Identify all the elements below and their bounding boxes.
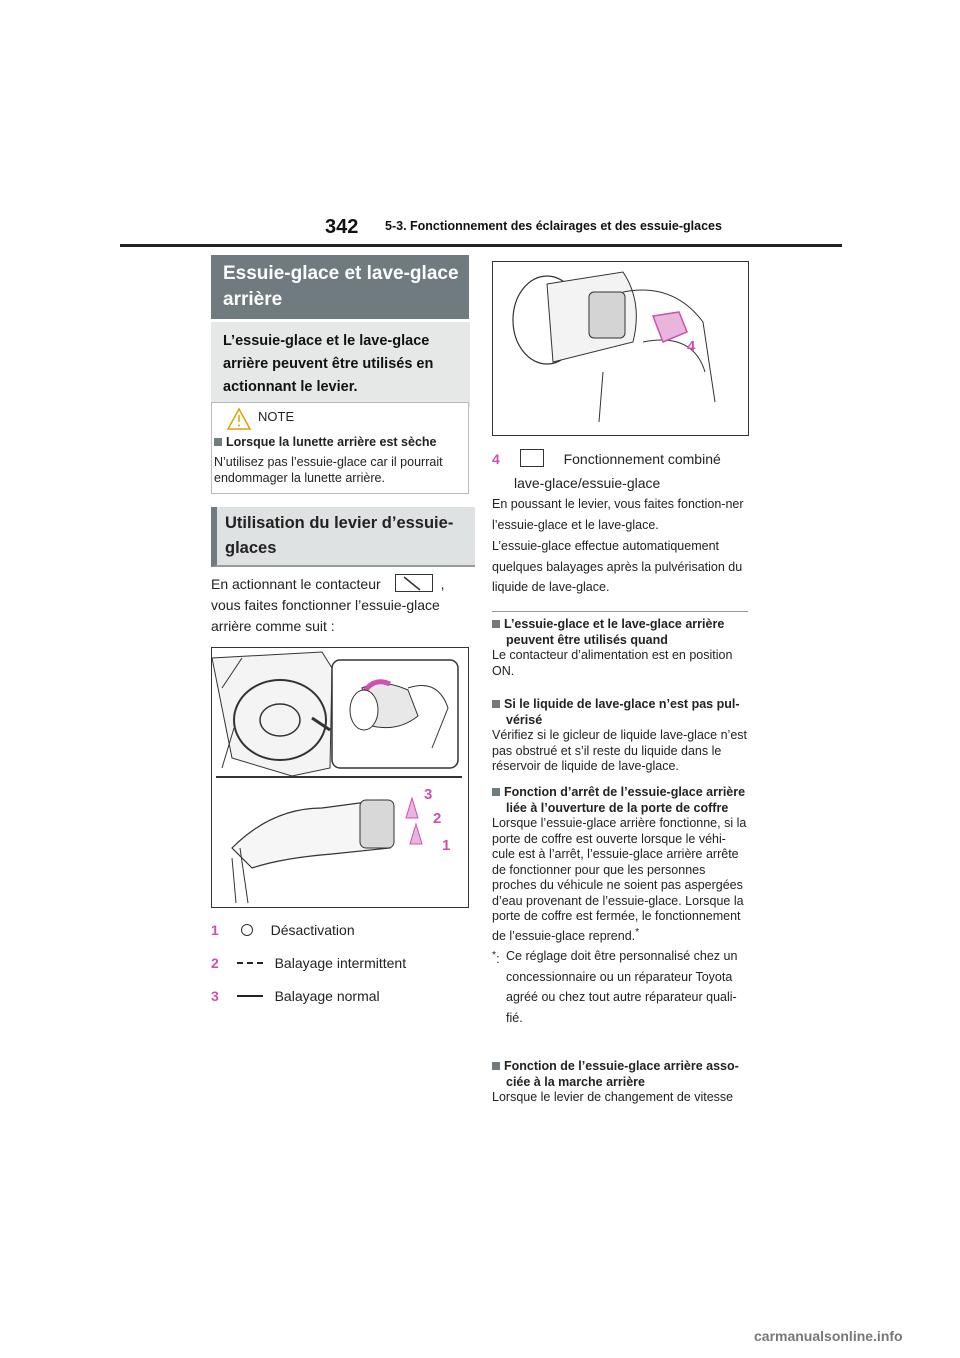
washer-para-1: En poussant le levier, vous faites fonction-ner l’essuie-glace et le lave-glace. [492, 497, 744, 532]
item-normal-label: Balayage normal [274, 988, 380, 1004]
intro-box: L’essuie-glace et le lave-glace arrière peuvent être utilisés en actionnant le levier. [211, 322, 470, 407]
intermittent-icon [237, 962, 263, 964]
chapter-title: 5-3. Fonctionnement des éclairages et des essuie-glaces [385, 219, 722, 233]
footnote: *: Ce réglage doit être personnalisé chez un concessionnaire ou un réparateur Toyota agréé ou chez tout autre réparateur quali-fié. [492, 949, 738, 1025]
normal-icon [237, 995, 263, 997]
item-off: 1 Désactivation [211, 922, 355, 938]
info-text-4: Lorsque le levier de changement de vitesse [492, 1090, 734, 1104]
square-bullet-icon [492, 620, 500, 628]
callout-1: 1 [442, 837, 451, 854]
note-box [211, 402, 469, 494]
lever-text-2: , [440, 576, 445, 592]
square-bullet-icon [492, 700, 500, 708]
item-off-label: Désactivation [270, 922, 355, 938]
item-washer-line1: Fonctionnement combiné [563, 451, 721, 467]
section-title-box: Essuie-glace et lave-glace arrière [211, 255, 469, 319]
info-text-2: Vérifiez si le gicleur de liquide lave-glace n’est pas obstrué et s’il reste du liquide dans le réservoir de liquide de lave-glace. [492, 728, 747, 773]
note-text: N’utilisez pas l’essuie-glace car il pourrait endommager la lunette arrière. [214, 455, 443, 485]
info-text-3: Lorsque l’essuie-glace arrière fonctionne, si la porte de coffre est ouverte lorsque le véhi-cule est à l’arrêt, l’essuie-glace arrière arrête de fonctionner pour que les personnes proches du véhicule ne soient pas aspergées d’eau provenant de l’essuie-glace. Lorsque la porte de coffre est fermée, le fonctionnement de l’essuie-glace reprend.* [492, 816, 747, 943]
note-label: NOTE [258, 409, 295, 424]
info-block-1 [492, 617, 748, 679]
square-bullet-icon [214, 438, 222, 446]
footer-watermark: carmanualsonline.info [754, 1328, 903, 1344]
lever-illustration [211, 647, 469, 908]
square-bullet-icon [492, 1062, 500, 1070]
info-block-2 [492, 697, 748, 775]
header-rule [120, 244, 842, 247]
info-heading-1: L’essuie-glace et le lave-glace arrière peuvent être utilisés quand [492, 617, 748, 648]
washer-para-2: L’essuie-glace effectue automatiquement quelques balayages après la pulvérisation du liquide de lave-glace. [492, 539, 743, 594]
item-washer-line2: lave-glace/essuie-glace [514, 475, 661, 491]
info-block-4 [492, 1059, 748, 1106]
info-block-3 [492, 785, 748, 1028]
warning-icon [226, 407, 252, 431]
info-text-1: Le contacteur d’alimentation est en position ON. [492, 648, 733, 678]
washer-illustration [492, 261, 749, 436]
lever-text-1: En actionnant le contacteur [211, 576, 381, 592]
washer-icon [520, 449, 544, 467]
item-washer: 4 Fonctionnement combiné lave-glace/essuie-glace [492, 451, 721, 491]
subsection-title: Utilisation du levier d’essuie-glaces [211, 507, 475, 567]
rear-wiper-icon [395, 574, 433, 592]
callout-2: 2 [433, 810, 442, 827]
info-heading-2: Si le liquide de lave-glace n’est pas pul-vérisé [492, 697, 748, 728]
item-intermittent-label: Balayage intermittent [274, 955, 407, 971]
item-normal: 3 Balayage normal [211, 988, 380, 1004]
item-intermittent: 2 Balayage intermittent [211, 955, 407, 971]
lever-intro-text [211, 574, 471, 637]
callout-4: 4 [687, 338, 696, 355]
off-icon [241, 924, 253, 936]
note-heading: Lorsque la lunette arrière est sèche [214, 435, 464, 451]
divider [492, 611, 748, 612]
lever-text-4: arrière comme suit : [211, 618, 335, 634]
info-heading-4: Fonction de l’essuie-glace arrière asso-ciée à la marche arrière [492, 1059, 748, 1090]
page-number: 342 [325, 216, 359, 238]
info-heading-3: Fonction d’arrêt de l’essuie-glace arrière liée à l’ouverture de la porte de coffre [492, 785, 748, 816]
callout-3: 3 [424, 786, 433, 803]
lever-text-3: vous faites fonctionner l’essuie-glace [211, 597, 440, 613]
square-bullet-icon [492, 788, 500, 796]
